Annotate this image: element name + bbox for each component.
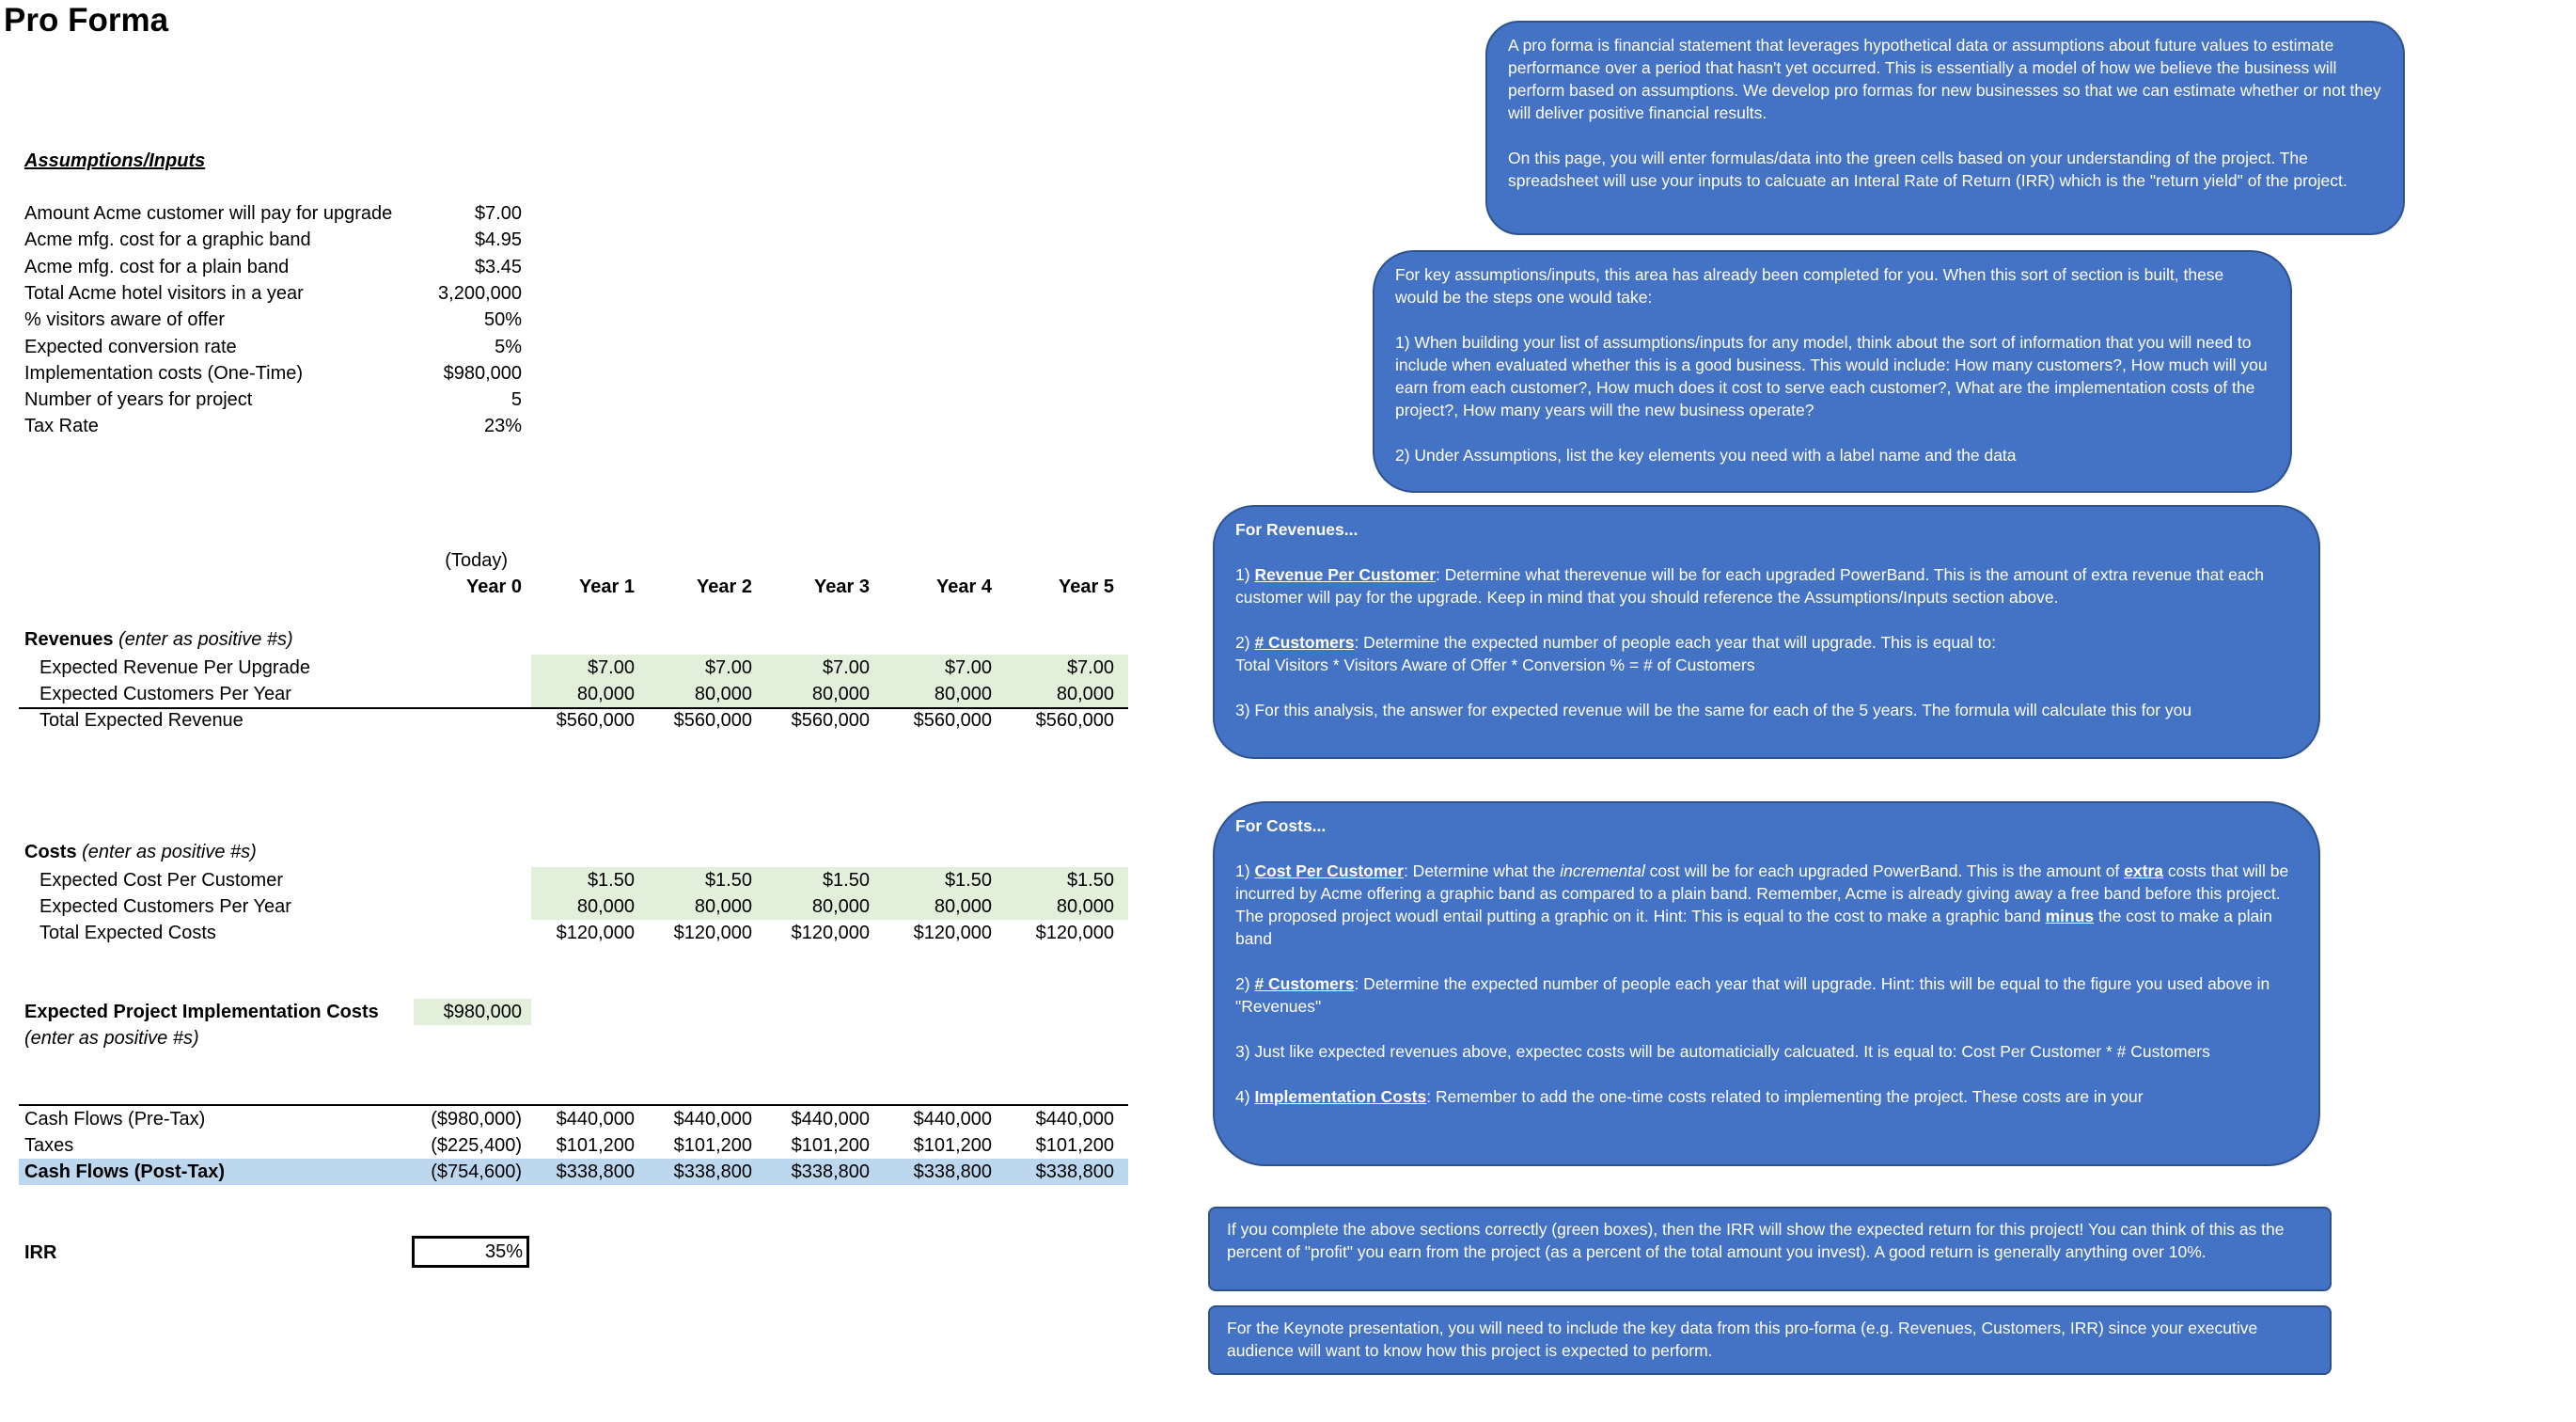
revenue-row-cell[interactable]: $7.00 — [944, 657, 992, 678]
irr-note: If you complete the above sections correctly (green boxes), then the IRR will show the expected return for this project! You can think of this as the percent of "profit" you earn from the project (as a percent of the total amount you invest). A good return is generally anything over 10%. — [1227, 1220, 2285, 1261]
assumption-value: 5% — [495, 336, 522, 357]
revenue-row-cell[interactable]: 80,000 — [1056, 684, 1114, 704]
revenues-note-2: 2) # Customers: Determine the expected number of people each year that will upgrade. This is equal to: Total Visitors * Visitors Aware of Offer * Conversion % = # of Customers — [1235, 633, 1997, 674]
cashflow-row-cell: $338,800 — [556, 1161, 635, 1182]
costs-note-1: 1) Cost Per Customer: Determine what the incremental cost will be for each upgraded PowerBand. This is the amount of extra costs that will be incurred by Acme offering a graphic band as compared to a plain band. Remember, Acme is already giving away a free band before this project. The proposed project woudl entail putting a graphic on it. Hint: This is equal to the cost to make a graphic band minus the cost to make a plain band — [1235, 861, 2289, 948]
assumptions-note-box — [1373, 250, 2292, 493]
year-header: Year 3 — [814, 577, 870, 597]
revenue-row-cell: $560,000 — [1035, 710, 1114, 731]
implementation-label: Expected Project Implementation Costs — [24, 1002, 379, 1022]
year-header: Year 2 — [697, 577, 752, 597]
assumptions-note-1: For key assumptions/inputs, this area has already been completed for you. When this sort of section is built, these would be the steps one would take: — [1395, 265, 2224, 307]
intro-paragraph-1: A pro forma is financial statement that leverages hypothetical data or assumptions about future values to estimate performance over a period that hasn't yet occurred. This is essentially a model of how we believe the business will perform based on assumptions. We develop pro formas for new businesses so that we can estimate whether or not they will deliver positive financial results. — [1508, 36, 2381, 122]
revenues-header: Revenues (enter as positive #s) — [24, 629, 293, 650]
assumption-label: Number of years for project — [24, 389, 253, 411]
revenues-note-3: 3) For this analysis, the answer for expected revenue will be the same for each of the 5 years. The formula will calculate this for you — [1235, 701, 2192, 719]
cost-row-label: Expected Customers Per Year — [39, 896, 291, 917]
intro-paragraph-2: On this page, you will enter formulas/data into the green cells based on your understanding of the project. The spreadsheet will use your inputs to calcuate an Interal Rate of Return (IRR) which is the "return yield" of the project. — [1508, 149, 2348, 190]
cashflow-row-cell: $440,000 — [556, 1109, 635, 1130]
page-title: Pro Forma — [4, 2, 169, 39]
keynote-note-box — [1208, 1305, 2332, 1375]
keynote-note: For the Keynote presentation, you will need to include the key data from this pro-forma (e.g. Revenues, Customers, IRR) since your executive audience will want to know how this project is expected to perform. — [1227, 1319, 2258, 1360]
year-header: Year 1 — [579, 577, 635, 597]
cashflow-row-cell: $440,000 — [1035, 1109, 1114, 1130]
cost-row-cell[interactable]: 80,000 — [934, 896, 992, 917]
assumptions-header: Assumptions/Inputs — [24, 150, 206, 171]
implementation-value[interactable]: $980,000 — [443, 1002, 522, 1022]
revenue-row-cell[interactable]: $7.00 — [704, 657, 752, 678]
revenue-row-cell: $560,000 — [556, 710, 635, 731]
cashflow-row-cell: $101,200 — [1035, 1135, 1114, 1156]
cost-row-cell[interactable]: $1.50 — [1066, 870, 1114, 891]
irr-value: 35% — [412, 1236, 529, 1268]
irr-note-box — [1208, 1207, 2332, 1291]
revenue-row-cell[interactable]: 80,000 — [811, 684, 870, 704]
cashflow-row-label: Cash Flows (Pre-Tax) — [24, 1109, 206, 1130]
cost-row-cell: $120,000 — [556, 923, 635, 943]
costs-note-3: 3) Just like expected revenues above, expectec costs will be automaticially calcuated. It is equal to: Cost Per Customer * # Customers — [1235, 1042, 2210, 1061]
revenue-row-cell[interactable]: 80,000 — [934, 684, 992, 704]
assumption-value: $3.45 — [474, 256, 522, 277]
revenue-row-label: Expected Customers Per Year — [39, 684, 291, 704]
costs-note-2: 2) # Customers: Determine the expected number of people each year that will upgrade. Hint: this will be equal to the figure you used above in "Revenues" — [1235, 974, 2270, 1016]
cost-row-cell[interactable]: 80,000 — [811, 896, 870, 917]
revenues-note-1: 1) Revenue Per Customer: Determine what therevenue will be for each upgraded PowerBand. This is the amount of extra revenue that each customer will pay for the upgrade. Keep in mind that you should reference the Assumptions/Inputs section above. — [1235, 565, 2265, 607]
cashflow-row-cell: $440,000 — [673, 1109, 752, 1130]
revenue-row-cell[interactable]: 80,000 — [576, 684, 635, 704]
assumption-label: Expected conversion rate — [24, 336, 237, 357]
assumptions-note-3: 2) Under Assumptions, list the key elements you need with a label name and the data — [1395, 446, 2017, 465]
irr-label: IRR — [24, 1242, 57, 1263]
assumption-value: 23% — [483, 416, 522, 437]
assumptions-note-2: 1) When building your list of assumptions/inputs for any model, think about the sort of information that you will need to include when evaluated whether this is a good business. This would include: How many customers?, How much will you earn from each customer?, How much does it cost to serve each customer?, What are the implementation costs of the project?, How many years will the new business operate? — [1395, 333, 2268, 419]
revenue-row-cell: $560,000 — [913, 710, 992, 731]
year-header: Year 5 — [1059, 577, 1114, 597]
cost-row-cell[interactable]: $1.50 — [704, 870, 752, 891]
cashflow-row-cell: $338,800 — [1035, 1161, 1114, 1182]
year-header: Year 0 — [466, 577, 522, 597]
assumption-value: 50% — [483, 309, 522, 331]
costs-note-box — [1213, 801, 2320, 1166]
cost-row-label: Total Expected Costs — [39, 923, 216, 943]
assumption-label: % visitors aware of offer — [24, 309, 226, 331]
today-label: (Today) — [445, 550, 508, 571]
cost-row-cell[interactable]: $1.50 — [822, 870, 870, 891]
implementation-note: (enter as positive #s) — [24, 1028, 199, 1049]
assumption-label: Total Acme hotel visitors in a year — [24, 282, 304, 304]
cashflow-row-label: Taxes — [24, 1135, 74, 1156]
revenue-row-label: Expected Revenue Per Upgrade — [39, 657, 310, 678]
cashflow-row-cell: $440,000 — [913, 1109, 992, 1130]
cashflow-row-cell: ($980,000) — [431, 1109, 522, 1130]
revenue-row-cell[interactable]: $7.00 — [587, 657, 635, 678]
cashflow-row-cell: ($225,400) — [431, 1135, 522, 1156]
cost-row-cell: $120,000 — [673, 923, 752, 943]
intro-note-box — [1485, 21, 2405, 235]
assumption-label: Implementation costs (One-Time) — [24, 362, 304, 384]
cashflow-row-cell: $101,200 — [556, 1135, 635, 1156]
cost-row-cell[interactable]: 80,000 — [576, 896, 635, 917]
cashflow-row-cell: ($754,600) — [431, 1161, 522, 1182]
costs-header: Costs (enter as positive #s) — [24, 842, 257, 862]
year-header: Year 4 — [936, 577, 992, 597]
cashflow-row-cell: $101,200 — [913, 1135, 992, 1156]
cost-row-cell: $120,000 — [791, 923, 870, 943]
cost-row-cell: $120,000 — [913, 923, 992, 943]
costs-note-header: For Costs... — [1235, 816, 1327, 835]
assumption-label: Acme mfg. cost for a graphic band — [24, 229, 311, 251]
assumption-value: 3,200,000 — [438, 282, 522, 304]
assumption-value: $7.00 — [474, 203, 522, 224]
revenue-row-cell[interactable]: 80,000 — [694, 684, 752, 704]
cost-row-cell: $120,000 — [1035, 923, 1114, 943]
revenues-note-box — [1213, 505, 2320, 759]
revenue-row-cell: $560,000 — [673, 710, 752, 731]
revenue-row-cell: $560,000 — [791, 710, 870, 731]
cost-row-cell[interactable]: $1.50 — [944, 870, 992, 891]
cashflow-row-cell: $338,800 — [673, 1161, 752, 1182]
costs-note-4: 4) Implementation Costs: Remember to add the one-time costs related to implementing the project. These costs are in your — [1235, 1087, 2144, 1106]
cashflow-row-label: Cash Flows (Post-Tax) — [24, 1161, 225, 1182]
assumption-label: Tax Rate — [24, 416, 99, 437]
assumption-value: $4.95 — [474, 229, 522, 251]
cost-row-cell[interactable]: 80,000 — [694, 896, 752, 917]
revenue-row-cell[interactable]: $7.00 — [822, 657, 870, 678]
cost-row-cell[interactable]: $1.50 — [587, 870, 635, 891]
assumption-value: 5 — [510, 389, 522, 411]
assumption-label: Acme mfg. cost for a plain band — [24, 256, 290, 277]
cashflow-row-cell: $338,800 — [913, 1161, 992, 1182]
assumption-value: $980,000 — [443, 362, 522, 384]
assumption-label: Amount Acme customer will pay for upgrade — [24, 203, 393, 224]
revenue-row-label: Total Expected Revenue — [39, 710, 243, 731]
cashflow-row-cell: $101,200 — [791, 1135, 870, 1156]
cashflow-row-cell: $440,000 — [791, 1109, 870, 1130]
revenue-total-divider — [19, 707, 1128, 709]
cost-row-label: Expected Cost Per Customer — [39, 870, 283, 891]
revenue-row-cell[interactable]: $7.00 — [1066, 657, 1114, 678]
cashflow-row-cell: $101,200 — [673, 1135, 752, 1156]
revenues-note-header: For Revenues... — [1235, 520, 1359, 539]
cashflow-row-cell: $338,800 — [791, 1161, 870, 1182]
cost-row-cell[interactable]: 80,000 — [1056, 896, 1114, 917]
